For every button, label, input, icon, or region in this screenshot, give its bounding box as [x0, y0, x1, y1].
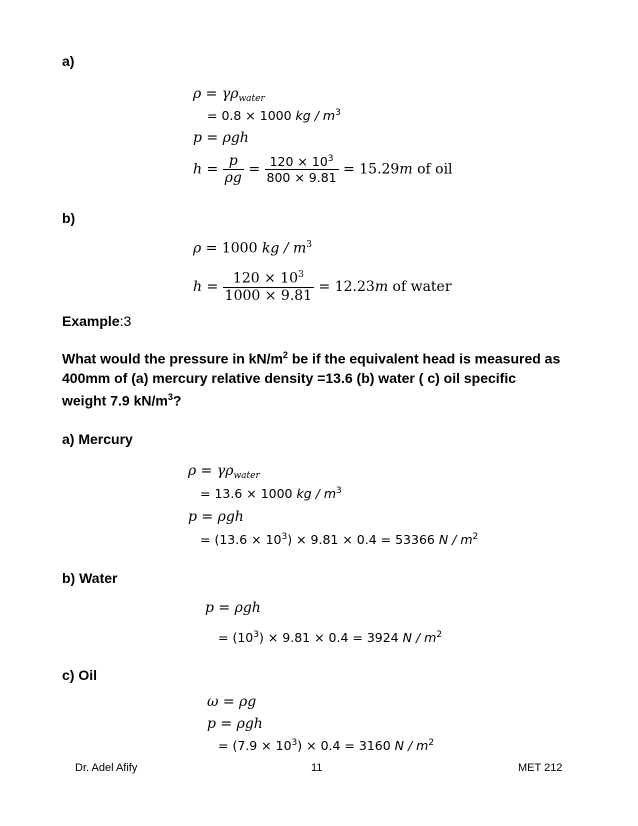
eq-text: = (7.9 × 10 [218, 738, 292, 754]
part-b-label: b) [62, 210, 76, 226]
question-exp-1: 2 [282, 350, 288, 360]
eq-exponent: 2 [472, 532, 479, 542]
eq-tail: of oil [412, 161, 453, 178]
eq-unit: N / m [438, 532, 473, 548]
frac-denominator: 1000 × 9.81 [224, 287, 313, 304]
question-text-3: ? [172, 392, 182, 409]
eq-unit: N / m [402, 630, 437, 646]
footer-author: Dr. Adel Afify [75, 762, 138, 774]
equation-mercury-density [188, 463, 260, 481]
eq-text: ) × 9.81 × 0.4 = 3924 [258, 630, 399, 646]
equation-a-density [193, 86, 265, 104]
eq-exponent: 3 [253, 630, 259, 640]
eq-exponent: 3 [291, 738, 298, 748]
eq-tail: of water [388, 278, 452, 295]
equation-water-pressure [205, 600, 261, 616]
equation-mercury-pressure [188, 509, 244, 525]
question-text-2: be if the equivalent head is measured as 400mm of (a) mercury relative density =13.6 (b) water ( c) oil specific weight 7.9 kN/m [62, 350, 561, 409]
equation-mercury-density-value [200, 486, 342, 501]
eq-text: h = [193, 278, 219, 295]
equation-oil-pressure [207, 716, 263, 732]
eq-text: ρ = γρ [188, 463, 234, 479]
frac-numerator: p [228, 153, 238, 169]
eq-text: p = ρgh [193, 130, 249, 146]
eq-text: (13.6 × 10 [214, 532, 282, 548]
eq-unit: N / m [394, 738, 429, 754]
frac-exponent: 3 [298, 270, 304, 280]
eq-text: ω = ρg [207, 694, 257, 710]
eq-unit: kg / m [295, 108, 336, 124]
eq-subscript: water [238, 94, 265, 104]
eq-unit: kg / m [296, 486, 337, 502]
frac-exponent: 3 [327, 153, 334, 164]
equation-b-density: ρ = 1000 kg / $m^3$ [193, 240, 313, 257]
equation-oil-result [218, 738, 434, 753]
example-question [62, 346, 562, 410]
fraction [223, 153, 244, 186]
equation-oil-weight [207, 694, 256, 710]
eq-unit: m [374, 278, 389, 295]
oil-label: c) Oil [62, 667, 98, 683]
eq-text: = [200, 532, 215, 548]
eq-text: ) × 9.81 × 0.4 = 53366 [287, 532, 435, 548]
equation-mercury-result [200, 532, 478, 547]
fraction [223, 270, 314, 304]
question-text-1: What would the pressure in kN/m [62, 350, 283, 367]
frac-denominator: 800 × 9.81 [266, 170, 337, 186]
eq-result: = 12.23 [318, 278, 375, 295]
eq-text: = 0.8 × 1000 [207, 108, 292, 124]
eq-result: = 15.29 [343, 161, 400, 178]
eq-text: = 13.6 × 1000 [200, 486, 293, 502]
eq-text: h = [193, 161, 219, 178]
eq-text: p = ρgh [205, 600, 261, 616]
frac-numerator: 120 × 10 [269, 154, 328, 170]
eq-exponent: 2 [436, 630, 443, 640]
example-number: :3 [119, 313, 132, 329]
example-label: Example [62, 313, 120, 329]
footer-course: MET 212 [518, 762, 563, 774]
eq-text: ) × 0.4 = 3160 [297, 738, 391, 754]
frac-numerator: 120 × 10 [232, 270, 299, 287]
footer-page-number: 11 [311, 762, 323, 774]
eq-exponent: 3 [306, 240, 313, 250]
example-heading [62, 313, 131, 329]
eq-exponent: 3 [336, 486, 342, 496]
equation-a-pressure [193, 130, 249, 146]
eq-exponent: 2 [428, 738, 435, 748]
eq-exponent: 3 [281, 532, 288, 542]
eq-unit: m [399, 161, 413, 178]
fraction [265, 154, 339, 185]
frac-denominator: ρg [224, 170, 242, 186]
eq-unit: kg / m [261, 240, 307, 257]
eq-text: p = ρgh [188, 509, 244, 525]
mercury-label: a) Mercury [62, 431, 133, 447]
part-a-label: a) [62, 53, 75, 69]
eq-text: = (10 [218, 630, 254, 646]
equation-water-result [218, 630, 442, 645]
eq-text: p = ρgh [207, 716, 263, 732]
question-exp-2: 3 [167, 391, 173, 402]
eq-text: ρ = γρ [193, 86, 239, 102]
equation-b-head [193, 270, 452, 304]
equation-a-density-value [207, 108, 341, 123]
equation-a-head: h = $\frac{p}{\rho g}$ = $\frac{120 \times 10^3}{800 \times 9.81}$ = 15.29m of oil [193, 153, 453, 186]
water-label: b) Water [62, 570, 118, 586]
eq-subscript: water [233, 471, 260, 481]
eq-exponent: 3 [335, 108, 341, 118]
